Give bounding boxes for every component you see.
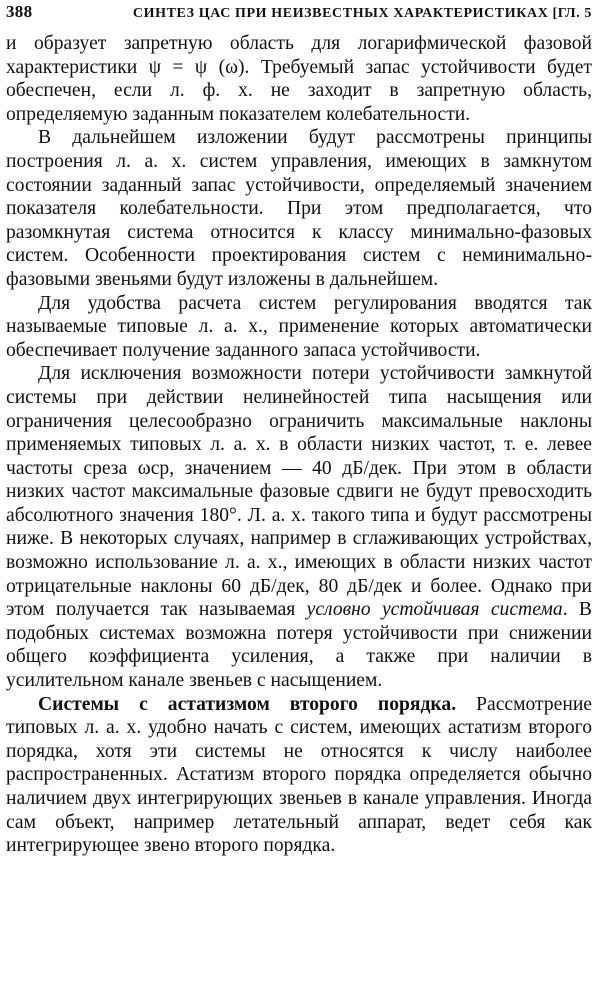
body-text [6,32,592,858]
paragraph-4-text-after: . В подобных системах возможна потеря устойчивости при снижении общего коэффициента усиления, а также при наличии в усилительном канале звеньев с насыщением. [6,599,592,692]
paragraph-2-text: В дальнейшем изложении будут рассмотрены принципы построения л. а. х. систем управления, имеющих в замкнутом состоянии заданный запас устойчивости, определяемый значением показателя колебательности. При этом предполагается, что разомкнутая система относится к классу минимально-фазовых систем. Особенности проектирования систем с неминимально-фазовыми звеньями будут изложены в дальнейшем. [6,127,592,290]
section-runin-heading: Системы с астатизмом второго порядка. [38,693,457,715]
paragraph-4 [6,362,592,692]
paragraph-3 [6,292,592,363]
running-title: СИНТЕЗ ЦАС ПРИ НЕИЗВЕСТНЫХ ХАРАКТЕРИСТИКАХ [ГЛ. 5 [132,6,592,21]
page-number: 388 [6,2,33,21]
paragraph-2 [6,126,592,291]
paragraph-4-emphasis: условно устойчивая система [306,599,563,621]
paragraph-4-text-before: Для исключения возможности потери устойчивости замкнутой системы при действии нелинейностей типа насыщения или ограничения целесообразно ограничить максимальные наклоны применяемых типовых л. а. х. в области низких частот, т. е. левее частоты среза ωср, значением — 40 дБ/дек. При этом в области низких частот максимальные фазовые сдвиги не будут превосходить абсолютного значения 180°. Л. а. х. такого типа и будут рассмотрены ниже. В некоторых случаях, например в сглаживающих устройствах, возможно использование л. а. х., имеющих в области низких частот отрицательные наклоны 60 дБ/дек, 80 дБ/дек и более. Однако при этом получается так называемая [6,363,592,621]
paragraph-5 [6,693,592,858]
paragraph-1 [6,32,592,126]
page-header [6,0,592,32]
paragraph-3-text: Для удобства расчета систем регулирования вводятся так называемые типовые л. а. х., применение которых автоматически обеспечивает получение заданного запаса устойчивости. [6,292,592,361]
paragraph-1-text: и образует запретную область для логарифмической фазовой характеристики ψ = ψ (ω). Требуемый запас устойчивости будет обеспечен, если л. ф. х. не заходит в запретную область, определяемую заданным показателем колебательности. [6,33,592,125]
paragraph-5-text: Рассмотрение типовых л. а. х. удобно начать с систем, имеющих астатизм второго порядка, хотя эти системы не относятся к числу наиболее распространенных. Астатизм второго порядка определяется обычно наличием двух интегрирующих звеньев в канале управления. Иногда сам объект, например летательный аппарат, ведет себя как интегрирующее звено второго порядка. [6,693,593,857]
book-page [6,0,592,858]
